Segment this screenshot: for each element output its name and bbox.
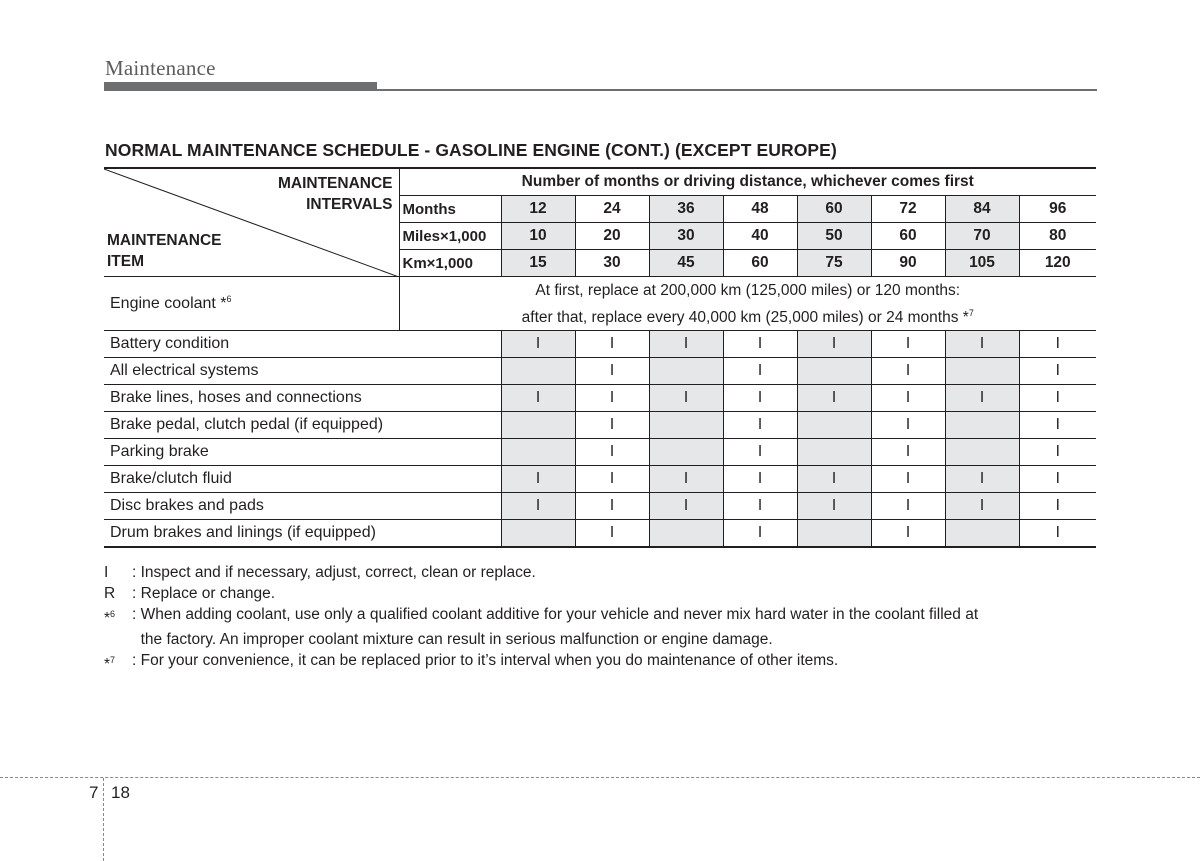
coolant-line2	[400, 302, 1097, 329]
footnote-line	[104, 629, 1104, 650]
item-row	[104, 439, 1096, 466]
item-mark: I	[1019, 331, 1096, 358]
item-row	[104, 493, 1096, 520]
item-mark: I	[871, 439, 945, 466]
corner-cell	[104, 168, 399, 277]
footnote-text: : For your convenience, it can be replaced prior to it’s interval when you do maintenance of other items.	[132, 652, 839, 669]
item-mark: I	[723, 331, 797, 358]
footnote-text-content: When adding coolant, use only a qualified coolant additive for your vehicle and never mix hard water in the coolant filled at	[140, 606, 979, 623]
footnote-text-content: the factory. An improper coolant mixture can result in serious malfunction or engine damage.	[140, 631, 773, 648]
item-mark: I	[723, 493, 797, 520]
item-mark: I	[1019, 385, 1096, 412]
item-mark: I	[575, 412, 649, 439]
item-mark	[945, 520, 1019, 548]
item-mark	[945, 412, 1019, 439]
item-mark	[501, 439, 575, 466]
item-mark: I	[723, 466, 797, 493]
interval-value: 84	[945, 196, 1019, 223]
item-mark: I	[649, 331, 723, 358]
item-mark: I	[501, 466, 575, 493]
item-mark: I	[649, 385, 723, 412]
item-mark: I	[575, 466, 649, 493]
item-mark	[797, 358, 871, 385]
item-mark	[649, 412, 723, 439]
item-row	[104, 466, 1096, 493]
item-mark: I	[575, 358, 649, 385]
item-mark: I	[501, 385, 575, 412]
item-name: All electrical systems	[104, 358, 501, 385]
item-mark: I	[871, 520, 945, 548]
item-row-engine-coolant	[104, 277, 1096, 331]
item-mark	[649, 439, 723, 466]
item-label-line1: MAINTENANCE	[107, 232, 222, 249]
item-name: Brake lines, hoses and connections	[104, 385, 501, 412]
interval-value: 70	[945, 223, 1019, 250]
footnote-symbol	[104, 604, 132, 629]
footer-vertical-rule	[103, 778, 104, 861]
item-mark: I	[575, 331, 649, 358]
interval-value: 15	[501, 250, 575, 277]
interval-value: 30	[575, 250, 649, 277]
interval-value: 40	[723, 223, 797, 250]
item-mark: I	[871, 385, 945, 412]
footnote-symbol	[104, 629, 132, 650]
item-name: Disc brakes and pads	[104, 493, 501, 520]
interval-unit: Km×1,000	[399, 250, 501, 277]
interval-value: 24	[575, 196, 649, 223]
footnote-symbol-text: *	[104, 656, 111, 673]
footnote-symbol	[104, 650, 132, 675]
footnote-symbol-sup: 7	[110, 655, 116, 665]
interval-value: 96	[1019, 196, 1096, 223]
interval-value: 45	[649, 250, 723, 277]
coolant-line2-footnote: 7	[968, 307, 974, 318]
item-mark	[797, 439, 871, 466]
item-mark: I	[871, 358, 945, 385]
item-name: Drum brakes and linings (if equipped)	[104, 520, 501, 548]
item-mark	[945, 358, 1019, 385]
item-row	[104, 358, 1096, 385]
item-name: Brake/clutch fluid	[104, 466, 501, 493]
intervals-label	[278, 173, 393, 215]
item-label-line2: ITEM	[107, 253, 145, 270]
footnote-text: : When adding coolant, use only a qualified coolant additive for your vehicle and never mix hard water in the coolant filled at	[132, 606, 979, 623]
item-mark: I	[649, 466, 723, 493]
item-mark	[797, 520, 871, 548]
item-mark: I	[1019, 466, 1096, 493]
item-mark: I	[501, 331, 575, 358]
interval-value: 36	[649, 196, 723, 223]
table-title: NORMAL MAINTENANCE SCHEDULE - GASOLINE ENGINE (CONT.) (EXCEPT EUROPE)	[105, 140, 837, 160]
item-mark	[797, 412, 871, 439]
interval-value: 80	[1019, 223, 1096, 250]
footnote-text-content: Replace or change.	[140, 585, 276, 602]
footnote-line	[104, 562, 1104, 583]
footnote-text: : Inspect and if necessary, adjust, correct, clean or replace.	[132, 564, 536, 581]
footnote-symbol-sup: 6	[110, 609, 116, 619]
item-name	[104, 277, 399, 331]
item-mark: I	[871, 466, 945, 493]
item-mark: I	[871, 412, 945, 439]
item-row	[104, 520, 1096, 548]
item-mark: I	[723, 412, 797, 439]
item-mark: I	[797, 493, 871, 520]
item-mark	[501, 358, 575, 385]
item-mark	[649, 358, 723, 385]
maintenance-schedule-table	[104, 167, 1096, 548]
item-mark	[501, 520, 575, 548]
footnotes	[104, 562, 1104, 675]
item-mark: I	[871, 493, 945, 520]
item-mark	[649, 520, 723, 548]
footnote-symbol	[104, 583, 132, 604]
item-name: Battery condition	[104, 331, 501, 358]
item-mark: I	[501, 493, 575, 520]
coolant-line2-text: after that, replace every 40,000 km (25,000 miles) or 24 months *	[521, 308, 969, 326]
footnote-symbol-text: R	[104, 585, 116, 602]
item-label	[107, 230, 222, 272]
item-mark: I	[797, 466, 871, 493]
footnote-text: : Replace or change.	[132, 585, 276, 602]
item-mark: I	[945, 385, 1019, 412]
item-mark: I	[797, 385, 871, 412]
interval-unit: Miles×1,000	[399, 223, 501, 250]
footnote-symbol-text: *	[104, 610, 111, 627]
item-mark: I	[797, 331, 871, 358]
header-rule-thin	[104, 89, 1097, 91]
page-chapter: 7	[89, 783, 99, 802]
interval-value: 75	[797, 250, 871, 277]
interval-value: 20	[575, 223, 649, 250]
item-mark: I	[1019, 439, 1096, 466]
item-mark: I	[871, 331, 945, 358]
item-mark: I	[723, 520, 797, 548]
item-mark: I	[1019, 358, 1096, 385]
item-name-text: Engine coolant *	[110, 295, 227, 312]
interval-value: 60	[871, 223, 945, 250]
footnote-line	[104, 583, 1104, 604]
footer-rule	[0, 777, 1200, 778]
item-name: Parking brake	[104, 439, 501, 466]
item-mark: I	[575, 385, 649, 412]
item-mark: I	[1019, 412, 1096, 439]
section-title: Maintenance	[105, 56, 216, 80]
interval-value: 60	[723, 250, 797, 277]
coolant-instruction	[399, 277, 1096, 331]
footnote-text-content: For your convenience, it can be replaced prior to it’s interval when you do maintenance of other items.	[140, 652, 839, 669]
item-name-footnote: 6	[226, 294, 232, 304]
interval-value: 90	[871, 250, 945, 277]
item-mark: I	[575, 439, 649, 466]
interval-value: 48	[723, 196, 797, 223]
item-mark: I	[575, 493, 649, 520]
item-mark: I	[575, 520, 649, 548]
item-mark: I	[1019, 493, 1096, 520]
coolant-line1: At first, replace at 200,000 km (125,000 miles) or 120 months:	[535, 281, 961, 299]
header-rule-thick	[104, 82, 377, 89]
item-mark	[945, 439, 1019, 466]
interval-value: 10	[501, 223, 575, 250]
interval-value: 72	[871, 196, 945, 223]
intervals-label-line1: MAINTENANCE	[277, 175, 393, 192]
intervals-label-line2: INTERVALS	[306, 196, 393, 213]
header-caption: Number of months or driving distance, whichever comes first	[399, 168, 1096, 196]
item-row	[104, 385, 1096, 412]
interval-value: 30	[649, 223, 723, 250]
footnote-text	[132, 629, 1104, 650]
footnote-symbol	[104, 562, 132, 583]
page-number: 18	[111, 783, 130, 802]
footnote-line	[104, 650, 1104, 675]
footnote-line	[104, 604, 1104, 629]
interval-value: 120	[1019, 250, 1096, 277]
item-mark: I	[723, 439, 797, 466]
item-mark: I	[945, 466, 1019, 493]
interval-value: 50	[797, 223, 871, 250]
item-row	[104, 412, 1096, 439]
interval-value: 105	[945, 250, 1019, 277]
item-mark: I	[945, 493, 1019, 520]
item-row	[104, 331, 1096, 358]
footnote-text-content: Inspect and if necessary, adjust, correct, clean or replace.	[140, 564, 536, 581]
item-mark	[501, 412, 575, 439]
item-mark: I	[649, 493, 723, 520]
item-mark: I	[723, 358, 797, 385]
interval-value: 12	[501, 196, 575, 223]
footnote-symbol-text: I	[104, 564, 109, 581]
item-mark: I	[945, 331, 1019, 358]
item-name: Brake pedal, clutch pedal (if equipped)	[104, 412, 501, 439]
interval-unit: Months	[399, 196, 501, 223]
item-mark: I	[1019, 520, 1096, 548]
item-mark: I	[723, 385, 797, 412]
header-caption-row	[104, 168, 1096, 196]
interval-value: 60	[797, 196, 871, 223]
